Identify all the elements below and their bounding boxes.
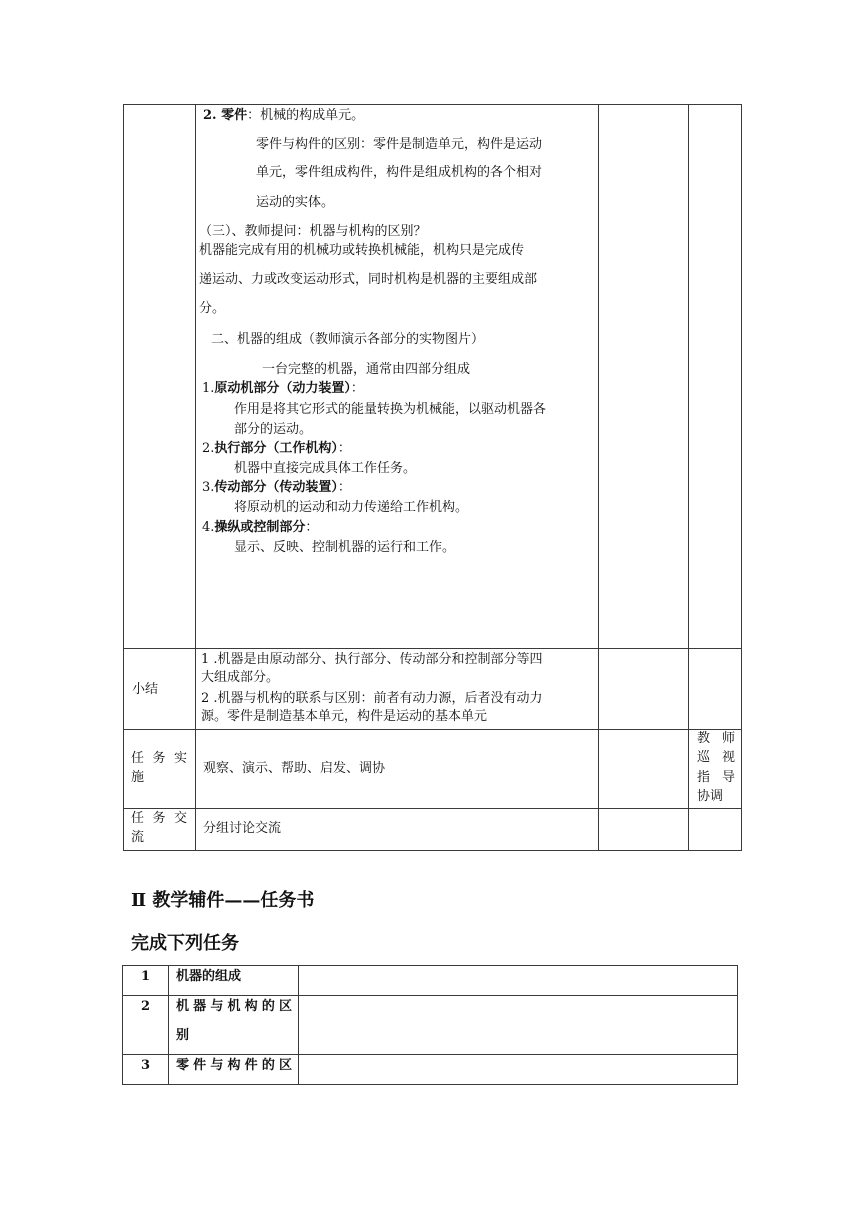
- part-description: 将原动机的运动和动力传递给工作机构。: [234, 500, 469, 515]
- part-definition: 2. 零件：机械的构成单元。: [203, 108, 365, 123]
- part-description: 作用是将其它形式的能量转换为机械能，以驱动机器各: [234, 402, 547, 417]
- answer-line: 机器能完成有用的机械功或转换机械能，机构只是完成传: [199, 243, 525, 258]
- part-description: 显示、反映、控制机器的运行和工作。: [234, 540, 456, 555]
- part-heading: 2.执行部分（工作机构）：: [202, 441, 351, 456]
- teacher-role: 教 师: [697, 731, 735, 746]
- part-description: 部分的运动。: [234, 422, 313, 437]
- summary-line: 2 .机器与机构的联系与区别：前者有动力源，后者没有动力: [201, 691, 543, 706]
- part-description: 机器中直接完成具体工作任务。: [234, 461, 417, 476]
- paragraph-line: 运动的实体。: [256, 195, 335, 210]
- task-label: 机器的组成: [176, 969, 242, 984]
- summary-line: 源。零件是制造基本单元，构件是运动的基本单元: [201, 709, 488, 724]
- answer-line: 分。: [199, 301, 226, 316]
- paragraph-line: 单元，零件组成构件，构件是组成机构的各个相对: [256, 165, 543, 180]
- exchange-content: 分组讨论交流: [203, 821, 282, 836]
- task-heading: 完成下列任务: [131, 933, 239, 954]
- teacher-role: 巡 视: [697, 750, 735, 765]
- summary-line: 大组成部分。: [201, 670, 280, 685]
- section-title: Ⅱ 教学辅件——任务书: [131, 890, 315, 911]
- task-label: 零件与构件的区: [176, 1058, 292, 1073]
- row-number: 2: [141, 999, 151, 1014]
- part-heading: 3.传动部分（传动装置）：: [202, 480, 351, 495]
- paragraph-line: 零件与构件的区别：零件是制造单元，构件是运动: [256, 137, 543, 152]
- answer-line: 递运动、力或改变运动形式，同时机构是机器的主要组成部: [199, 272, 538, 287]
- teacher-question: （三）、教师提问：机器与机构的区别？: [199, 224, 427, 239]
- part-heading: 1.原动机部分（动力装置）：: [202, 381, 364, 396]
- exchange-label: 流: [131, 830, 145, 845]
- task-label: 机器与机构的区: [176, 999, 292, 1014]
- implementation-content: 观察、演示、帮助、启发、调协: [203, 761, 386, 776]
- summary-label: 小结: [132, 682, 159, 697]
- implementation-label: 施: [131, 770, 145, 785]
- section-intro: 一台完整的机器，通常由四部分组成: [262, 362, 471, 377]
- row-number: 3: [141, 1058, 151, 1073]
- section-heading: 二、机器的组成（教师演示各部分的实物图片）: [211, 332, 485, 347]
- implementation-label: 任 务 实: [131, 751, 187, 766]
- teacher-role: 协调: [697, 789, 724, 804]
- row-number: 1: [141, 969, 151, 984]
- part-heading: 4.操纵或控制部分：: [202, 520, 319, 535]
- exchange-label: 任 务 交: [131, 811, 187, 826]
- summary-line: 1 .机器是由原动部分、执行部分、传动部分和控制部分等四: [201, 652, 543, 667]
- teacher-role: 指 导: [697, 770, 735, 785]
- task-label: 别: [176, 1028, 190, 1043]
